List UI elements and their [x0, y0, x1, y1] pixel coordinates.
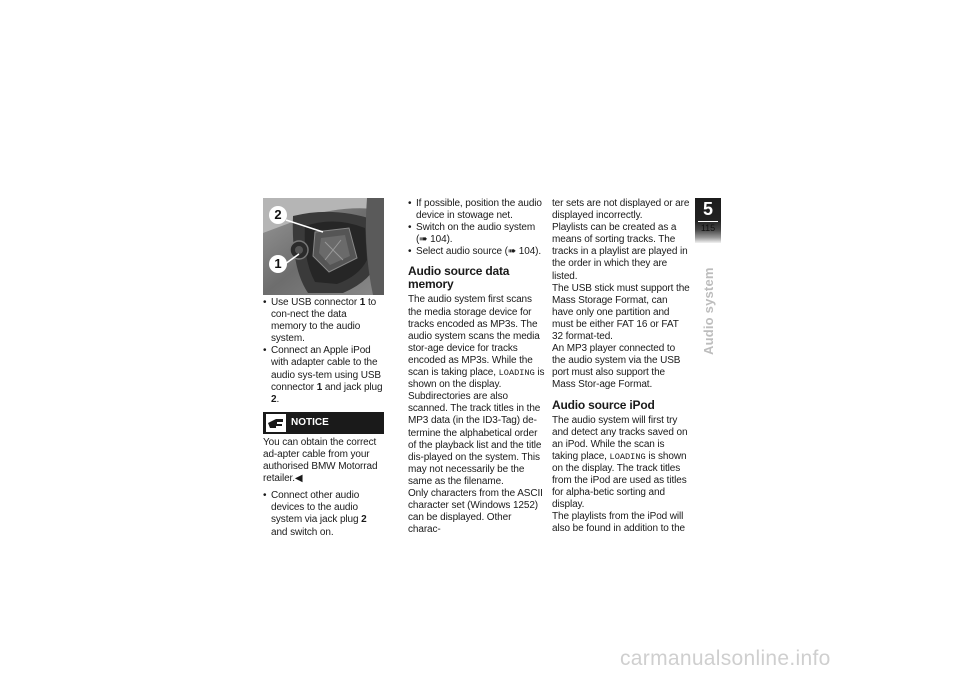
- tab-divider: [698, 221, 718, 222]
- chapter-number: 5: [702, 199, 713, 219]
- notice-label: NOTICE: [291, 416, 329, 428]
- paragraph: Only characters from the ASCII character set (Windows 1252) can be displayed. Other charac-: [408, 487, 543, 536]
- display-text-loading: LOADING: [498, 368, 535, 379]
- column-middle: [408, 198, 546, 536]
- paragraph: The USB stick must support the Mass Storage Format, can have only one partition and must be either FAT 16 or FAT 32 format-ted.: [552, 282, 690, 343]
- paragraph: Playlists can be created as a means of sorting tracks. The tracks in a playlist are played in the order in which they are listed.: [552, 222, 688, 282]
- watermark: carmanualsonline.info: [620, 647, 831, 670]
- end-mark-icon: ◀: [294, 473, 303, 485]
- instruction-list-3: [408, 198, 546, 258]
- paragraph: The audio system will first try and detect any tracks saved on an iPod. While the scan is taking place, LOADING is shown on the display. The track titles from the iPod are used as titles for alpha-betic sorting and display.: [552, 414, 688, 511]
- section-side-label: Audio system: [701, 267, 716, 355]
- callout-1: 1: [269, 255, 287, 273]
- list-item: • Connect an Apple iPod with adapter cable to the audio sys-tem using USB connector 1 and jack plug 2.: [263, 345, 384, 405]
- page-number: 115: [700, 223, 716, 233]
- list-item: • Switch on the audio system (➠ 104).: [408, 222, 546, 246]
- heading-data-memory: Audio source data memory: [408, 264, 510, 292]
- column-left: [263, 198, 384, 539]
- usb-connector-photo: [263, 198, 384, 295]
- list-item: • Use USB connector 1 to con-nect the data memory to the audio system.: [263, 297, 384, 345]
- list-item: • Connect other audio devices to the audio system via jack plug 2 and switch on.: [263, 490, 384, 538]
- notice-hand-icon: [266, 414, 286, 432]
- paragraph: An MP3 player connected to the audio system via the USB port must also support the Mass Stor-age Format.: [552, 343, 681, 391]
- column-right: [552, 198, 690, 535]
- list-item: • Select audio source (➠ 104).: [408, 246, 546, 258]
- notice-banner: [263, 412, 384, 434]
- list-item: • If possible, position the audio device in stowage net.: [408, 198, 546, 222]
- notice-text: You can obtain the correct ad-apter cable from your authorised BMW Motorrad retailer.◀: [263, 436, 378, 485]
- display-text-loading: LOADING: [609, 451, 646, 462]
- paragraph: The playlists from the iPod will also be found in addition to the: [552, 511, 686, 535]
- heading-ipod: Audio source iPod: [552, 397, 655, 412]
- instruction-list-2: [263, 490, 384, 538]
- callout-2: 2: [269, 206, 287, 224]
- chapter-tab: [695, 198, 721, 243]
- paragraph: The audio system first scans the media storage device for tracks encoded as MP3s. The audio system scans the media stor-age device for tracks encoded as MP3s. While the scan is taking place, LOADING is shown on the display. Subdirectories are also scanned. The track titles in the MP3 data (in the ID3-Tag) de-termine the alphabetical order of the playback list and the title dis-played on the system. This may not necessarily be the same as the filename.: [408, 294, 545, 487]
- instruction-list-1: [263, 297, 384, 406]
- paragraph: ter sets are not displayed or are displayed incorrectly.: [552, 198, 690, 222]
